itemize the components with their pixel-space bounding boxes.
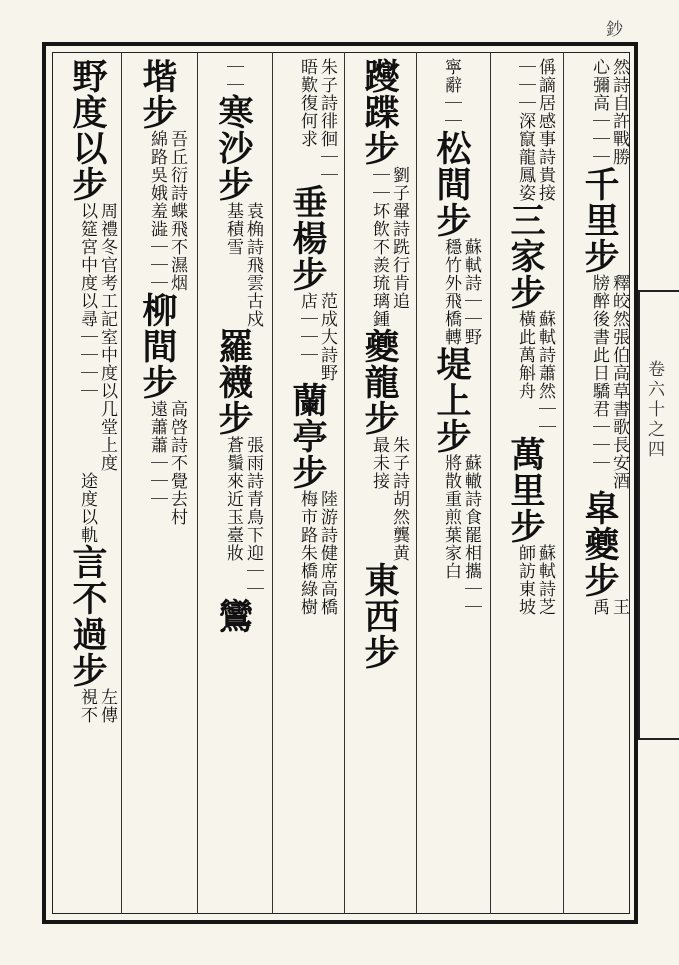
margin-label: 卷六十之四: [644, 360, 664, 460]
note-line: 禹: [589, 598, 609, 616]
entry-heading: 夔龍步: [359, 328, 400, 436]
note-line: 牓醉後書此日驕君｜｜｜: [589, 274, 609, 472]
entry-heading: 羅襪步: [213, 328, 254, 436]
note-line: ｜｜｜深竄龍鳳姿: [515, 58, 535, 202]
note-line: 蘇軾詩芝: [535, 544, 555, 616]
entry-heading: 蘭亭步: [287, 382, 328, 490]
note-line: 王: [609, 598, 629, 616]
column-divider: [563, 52, 564, 914]
note-line: 橫此萬斛舟: [515, 310, 535, 400]
note-line: 晤歎復何求: [297, 58, 317, 148]
note-line: ｜｜坏飲不羨琉璃鍾: [369, 166, 389, 328]
entry-heading: 躞蹀步: [359, 58, 400, 166]
entry-heading: 柳間步: [137, 292, 178, 400]
note-line: 陸游詩健席高橋: [317, 490, 337, 616]
entry-heading: 野度以步: [67, 58, 108, 202]
text-column-8: [56, 58, 118, 908]
note-line: 朱子詩徘徊｜｜: [317, 58, 337, 184]
entry-heading: 鸞: [213, 598, 254, 634]
note-line: 途度以軌: [77, 472, 97, 544]
column-divider: [344, 52, 345, 914]
note-line: 綿路吳娥羞澁｜｜｜: [147, 130, 167, 292]
entry-heading: 言不過步: [67, 544, 108, 688]
entry-heading: 三家步: [505, 202, 546, 310]
column-divider: [272, 52, 273, 914]
note-line: 穩竹外飛橋轉: [441, 238, 461, 346]
entry-heading: 寒沙步: [213, 94, 254, 202]
entry-heading: 萬里步: [505, 436, 546, 544]
entry-heading: 松間步: [431, 130, 472, 238]
note-line: 范成大詩野: [317, 292, 337, 382]
note-line: 遠蕭蕭｜｜｜: [147, 400, 167, 508]
column-divider: [121, 52, 122, 914]
margin-tab: [638, 290, 679, 740]
note-line: 然詩自許戰勝: [609, 58, 629, 166]
note-line: 袁桷詩飛雲古戍: [243, 202, 263, 328]
note-line: 張雨詩青鳥下迎｜｜: [243, 436, 263, 598]
note-line: ｜｜: [223, 58, 243, 94]
text-column-4: [348, 58, 410, 908]
text-column-7: [126, 58, 188, 908]
note-line: 心彌高｜｜｜: [589, 58, 609, 166]
header-fragment: 鈔: [602, 20, 622, 37]
entry-heading: 東西步: [359, 562, 400, 670]
column-divider: [490, 52, 491, 914]
text-column-2: [494, 58, 556, 908]
note-line: 吾丘衍詩蝶飛不濕烟: [167, 130, 187, 292]
note-line: 店｜｜｜: [297, 292, 317, 364]
entry-heading: 堤上步: [431, 346, 472, 454]
note-line: 基積雪: [223, 202, 243, 256]
note-line: 將散重煎葉家白: [441, 454, 461, 580]
note-line: 蘇軾詩｜｜野: [461, 238, 481, 346]
entry-heading: 垂楊步: [287, 184, 328, 292]
note-line: 師訪東坡: [515, 544, 535, 616]
column-divider: [197, 52, 198, 914]
note-line: 蘇轍詩食罷相攜｜｜: [461, 454, 481, 616]
note-line: 最未接: [369, 436, 389, 490]
note-line: 梅市路朱橋綠樹: [297, 490, 317, 616]
note-line: 朱子詩胡然龔黄: [389, 436, 409, 562]
note-line: 蒼鬚來近玉臺妝: [223, 436, 243, 562]
text-column-1: [568, 58, 630, 908]
note-line: 視不: [77, 688, 97, 724]
note-line: 劉子翬詩跣行肯追: [389, 166, 409, 310]
text-column-5: [276, 58, 338, 908]
column-divider: [416, 52, 417, 914]
note-line: 寧辭｜｜: [441, 58, 461, 130]
note-line: 釋皎然張伯高草書歌長安酒: [609, 274, 629, 490]
note-line: 左傳: [97, 688, 117, 724]
entry-heading: 千里步: [579, 166, 620, 274]
text-column-3: [420, 58, 482, 908]
note-line: 偁謫居感事詩貴接: [535, 58, 555, 202]
entry-heading: 皐夔步: [579, 490, 620, 598]
note-line: 周禮冬官考工記室中度以几堂上度: [97, 202, 117, 472]
entry-heading: 堦步: [137, 58, 178, 130]
note-line: 高啓詩不覺去村: [167, 400, 187, 526]
note-line: 蘇軾詩蕭然｜｜: [535, 310, 555, 436]
text-column-6: [202, 58, 264, 908]
note-line: 以筵宮中度以尋｜｜｜｜: [77, 202, 97, 400]
